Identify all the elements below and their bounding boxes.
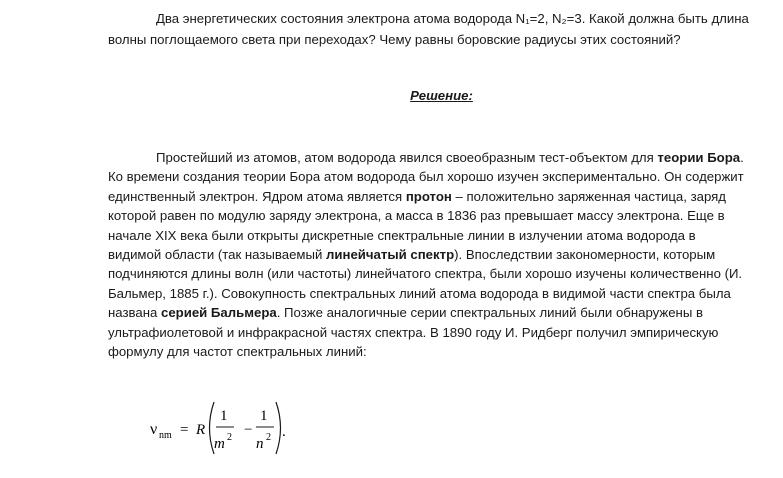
- bold-term-line-spectrum: линейчатый спектр: [326, 247, 455, 263]
- text-run: Простейший из атомов, атом водорода явился своеобразным тест-объектом для: [156, 150, 658, 165]
- bold-term-bohr-theory: теории Бора: [657, 150, 741, 165]
- problem-statement: Два энергетических состояния электрона атома водорода N₁=2, N₂=3. Какой должна быть длина волны поглощаемого света при переходах? Чему равны боровские радиусы этих состояний?: [108, 11, 749, 47]
- formula-right-paren: [276, 402, 281, 454]
- bold-term-proton: протон: [405, 188, 452, 204]
- formula-m-exponent: 2: [227, 432, 232, 443]
- formula-equals: =: [180, 422, 189, 438]
- text-run: . Позже аналогичные серии спектральных линий были обнаружены в ультрафиолетовой и инфракрасной частях спектра. В 1890 году И. Ридберг получил эмпирическую формулу для частот спектральных линий:: [108, 305, 719, 360]
- solution-paragraph: [108, 148, 748, 361]
- formula-r: R: [196, 422, 206, 438]
- text-run: ). Впоследствии закономерности, которым подчиняются длины волн (или частоты) линейчатого спектра, были хорошо изучены количественно (И. Бальмер, 1885 г.). Совокупность спектральных линий атома водорода в видимой части спектра была названа: [108, 247, 743, 321]
- rydberg-formula: [150, 396, 320, 460]
- text-run: . Ко времени создания теории Бора атом водорода был хорошо изучен экспериментально. Он содержит единственный электрон. Ядром атома является: [108, 150, 744, 204]
- formula-nu: ν: [150, 421, 158, 438]
- formula-minus: −: [244, 422, 253, 438]
- formula-n-exponent: 2: [266, 432, 271, 443]
- formula-period: .: [282, 424, 286, 440]
- solution-heading: Решение:: [410, 88, 473, 103]
- text-run: – положительно заряженная частица, заряд которой равен по модулю заряду электрона, а масса в 1836 раз превышает массу электрона. Еще в начале XIX века были открыты дискретные спектральные линии в излучении атома водорода в видимой области (так называемый: [108, 188, 726, 263]
- formula-numerator-1: 1: [220, 408, 228, 424]
- formula-numerator-2: 1: [260, 408, 268, 424]
- formula-m: m: [214, 436, 225, 452]
- formula-n: n: [256, 436, 264, 452]
- bold-term-balmer-series: серией Бальмера: [161, 305, 277, 321]
- formula-subscript: nm: [159, 430, 172, 441]
